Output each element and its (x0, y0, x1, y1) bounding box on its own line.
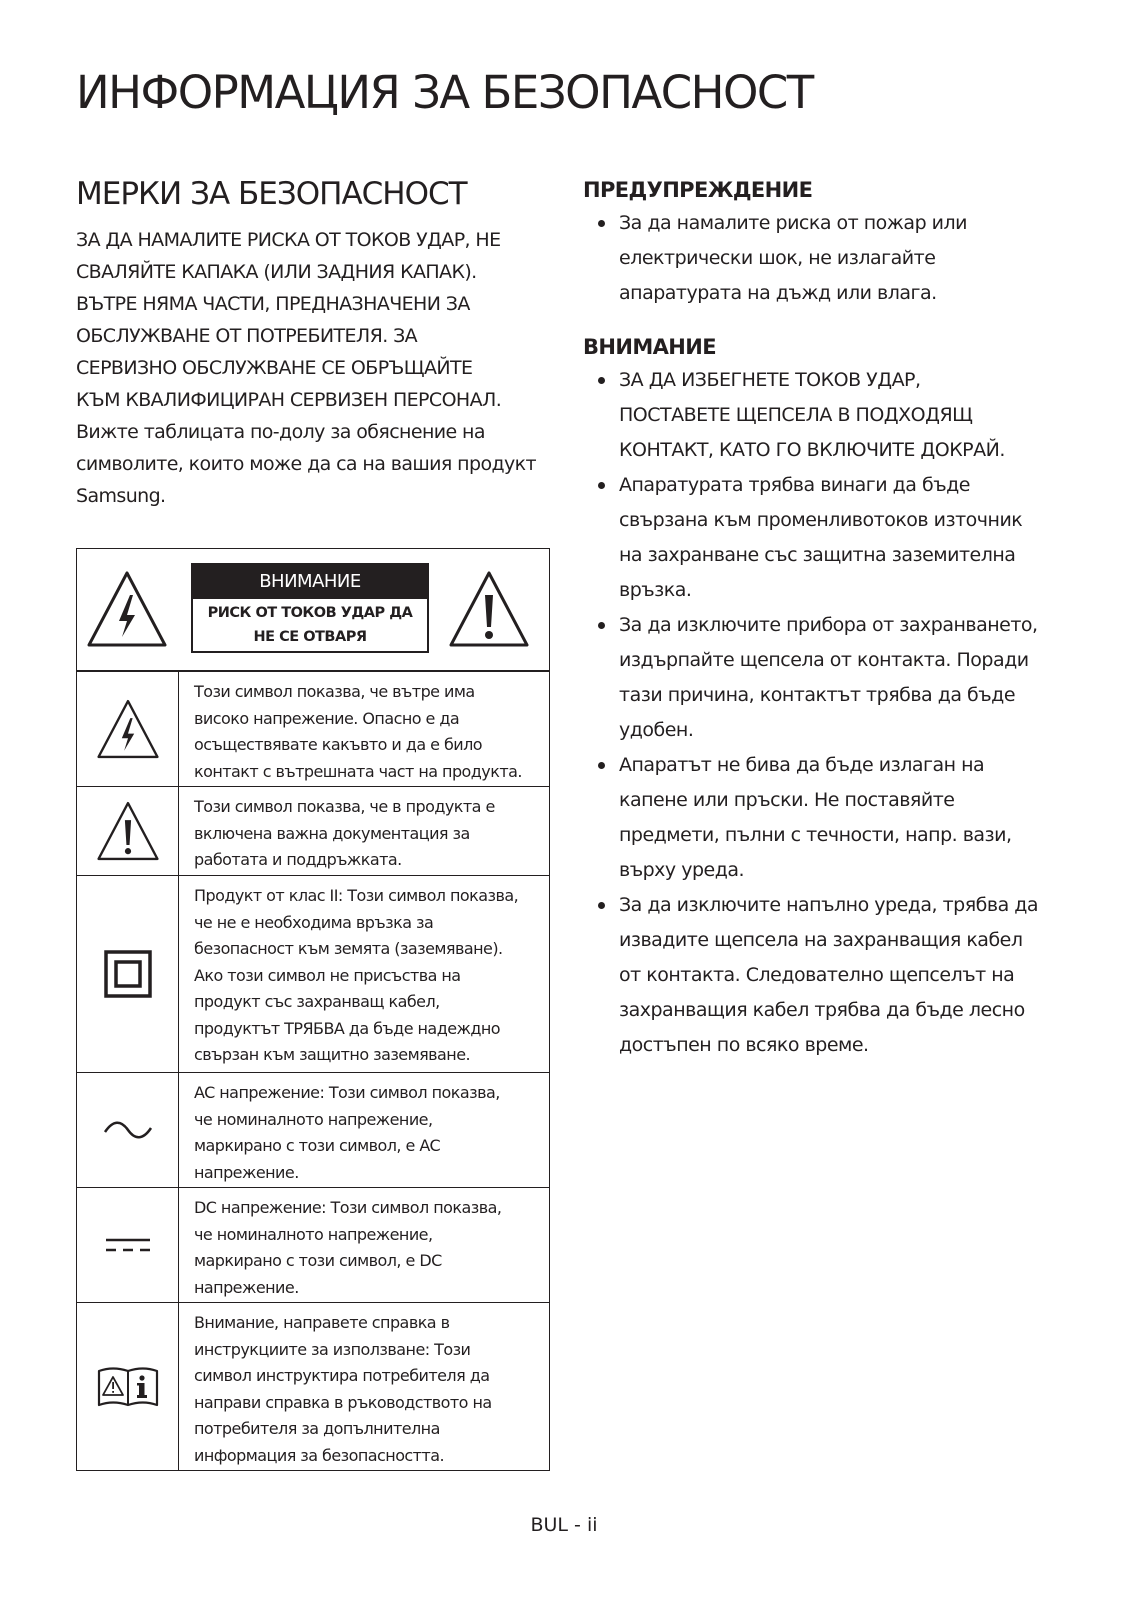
list-item-line: ПОСТАВЕТЕ ЩЕПСЕЛА В ПОДХОДЯЩ (619, 404, 973, 426)
list-item-line: издърпайте щепсела от контакта. Поради (619, 649, 1029, 671)
list-item-line: достъпен по всяко време. (619, 1034, 869, 1056)
dc-lines-icon (104, 1235, 152, 1255)
description-line: Ако този символ не присъства на (194, 965, 461, 985)
exclamation-warning-icon (88, 800, 168, 862)
description-line: напрежение. (194, 1277, 299, 1297)
symbol-description (179, 672, 549, 786)
list-item-line: Апаратурата трябва винаги да бъде (619, 474, 970, 496)
intro-line: ЗА ДА НАМАЛИТЕ РИСКА ОТ ТОКОВ УДАР, НЕ (76, 229, 501, 251)
description-line: информация за безопасността. (194, 1445, 445, 1465)
description-line: включена важна документация за (194, 823, 470, 843)
intro-line: Вижте таблицата по-долу за обяснение на (76, 421, 485, 443)
description-line: осъществявате какъвто и да е било (194, 735, 483, 754)
list-item-line: тази причина, контактът трябва да бъде (619, 684, 1016, 706)
list-item (583, 363, 1053, 468)
section-title: МЕРКИ ЗА БЕЗОПАСНОСТ (76, 176, 467, 212)
description-line: Този символ показва, че вътре има (194, 682, 475, 701)
symbol-description (179, 1073, 549, 1187)
list-item-line: За да намалите риска от пожар или (619, 212, 968, 234)
warning-list (583, 206, 1053, 311)
symbol-row (77, 875, 549, 1072)
right-column (583, 178, 1053, 1063)
caution-list (583, 363, 1053, 1063)
description-line: потребителя за допълнителна (194, 1419, 440, 1438)
list-item-line: захранващия кабел трябва да бъде лесно (619, 999, 1025, 1021)
description-line: контакт с вътрешната част на продукта. (194, 761, 522, 781)
intro-line: СЕРВИЗНО ОБСЛУЖВАНЕ СЕ ОБРЪЩАЙТЕ (76, 357, 473, 379)
description-line: Продукт от клас II: Този символ показва, (194, 886, 519, 905)
list-item-line: КОНТАКТ, КАТО ГО ВКЛЮЧИТЕ ДОКРАЙ. (619, 439, 1005, 461)
description-line: продукт със захранващ кабел, (194, 992, 440, 1011)
description-line: свързан към защитно заземяване. (194, 1045, 471, 1064)
description-line: Внимание, направете справка в (194, 1313, 450, 1332)
list-item (583, 206, 1053, 311)
page-title: ИНФОРМАЦИЯ ЗА БЕЗОПАСНОСТ (76, 66, 813, 119)
symbol-table (76, 548, 550, 1471)
symbol-row (77, 1072, 549, 1187)
list-item-line: извадите щепсела на захранващия кабел (619, 929, 1023, 951)
ac-wave-icon (103, 1120, 153, 1140)
symbol-table-header (77, 549, 549, 671)
symbol-row (77, 1187, 549, 1302)
list-item (583, 468, 1053, 608)
description-line: продуктът ТРЯБВА да бъде надеждно (194, 1018, 501, 1038)
list-item-line: свързана към променливотоков източник (619, 509, 1023, 531)
list-item-line: ЗА ДА ИЗБЕГНЕТЕ ТОКОВ УДАР, (619, 369, 921, 391)
intro-line: КЪМ КВАЛИФИЦИРАН СЕРВИЗЕН ПЕРСОНАЛ. (76, 389, 502, 411)
description-line: че номиналното напрежение, (194, 1224, 433, 1244)
description-line: инструкциите за използване: Този (194, 1339, 471, 1359)
caution-label-text (193, 599, 427, 649)
manual-info-icon (96, 1365, 160, 1409)
description-line: напрежение. (194, 1162, 299, 1182)
symbol-description (179, 1188, 549, 1302)
left-column (76, 176, 548, 512)
description-line: високо напрежение. Опасно е да (194, 708, 460, 728)
intro-line: символите, които може да са на вашия продукт (76, 453, 536, 475)
intro-paragraph (76, 224, 548, 512)
list-item-line: на захранване със защитна заземителна (619, 544, 1016, 566)
list-item-line: За да изключите прибора от захранването, (619, 614, 1038, 636)
list-item (583, 888, 1053, 1063)
description-line: Този символ показва, че в продукта е (194, 797, 495, 816)
description-line: работата и поддръжката. (194, 850, 402, 869)
symbol-row (77, 786, 549, 875)
list-item-line: капене или пръски. Не поставяйте (619, 789, 955, 811)
caution-heading: ВНИМАНИЕ (583, 335, 717, 359)
caution-label-line: РИСК ОТ ТОКОВ УДАР ДА (207, 605, 413, 621)
intro-line: СВАЛЯЙТЕ КАПАКА (ИЛИ ЗАДНИЯ КАПАК). (76, 261, 477, 283)
intro-line: Samsung. (76, 485, 166, 507)
caution-label-box (191, 563, 429, 653)
list-item-line: удобен. (619, 719, 694, 741)
caution-label-line: НЕ СЕ ОТВАРЯ (253, 629, 367, 645)
description-line: че номиналното напрежение, (194, 1109, 433, 1129)
list-item-line: електрически шок, не излагайте (619, 247, 936, 269)
high-voltage-icon (88, 698, 168, 760)
symbol-row (77, 671, 549, 786)
description-line: DC напрежение: Този символ показва, (194, 1198, 502, 1217)
warning-heading: ПРЕДУПРЕЖДЕНИЕ (583, 178, 813, 202)
list-item-line: За да изключите напълно уреда, трябва да (619, 894, 1039, 916)
list-item (583, 608, 1053, 748)
description-line: безопасност към земята (заземяване). (194, 939, 503, 958)
list-item-line: апаратурата на дъжд или влага. (619, 282, 937, 304)
symbol-description (179, 1303, 549, 1470)
symbol-description (179, 787, 549, 875)
list-item-line: Апаратът не бива да бъде излаган на (619, 754, 985, 776)
description-line: че не е необходима връзка за (194, 912, 434, 932)
list-item-line: върху уреда. (619, 859, 745, 881)
list-item-line: предмети, пълни с течности, напр. вази, (619, 824, 1012, 846)
caution-label-heading: ВНИМАНИЕ (193, 565, 427, 599)
symbol-description (179, 876, 549, 1072)
intro-line: ОБСЛУЖВАНЕ ОТ ПОТРЕБИТЕЛЯ. ЗА (76, 325, 418, 347)
description-line: маркирано с този символ, е AC (194, 1136, 441, 1155)
intro-line: ВЪТРЕ НЯМА ЧАСТИ, ПРЕДНАЗНАЧЕНИ ЗА (76, 293, 470, 315)
list-item-line: връзка. (619, 579, 692, 601)
page-number: BUL - ii (530, 1514, 598, 1536)
description-line: символ инструктира потребителя да (194, 1366, 490, 1385)
symbol-row (77, 1302, 549, 1470)
description-line: направи справка в ръководството на (194, 1392, 492, 1412)
list-item (583, 748, 1053, 888)
class-ii-double-square-icon (104, 950, 152, 998)
exclamation-warning-icon (447, 569, 531, 649)
high-voltage-icon (85, 569, 169, 649)
list-item-line: от контакта. Следователно щепселът на (619, 964, 1015, 986)
description-line: AC напрежение: Този символ показва, (194, 1083, 500, 1102)
description-line: маркирано с този символ, е DC (194, 1251, 442, 1270)
